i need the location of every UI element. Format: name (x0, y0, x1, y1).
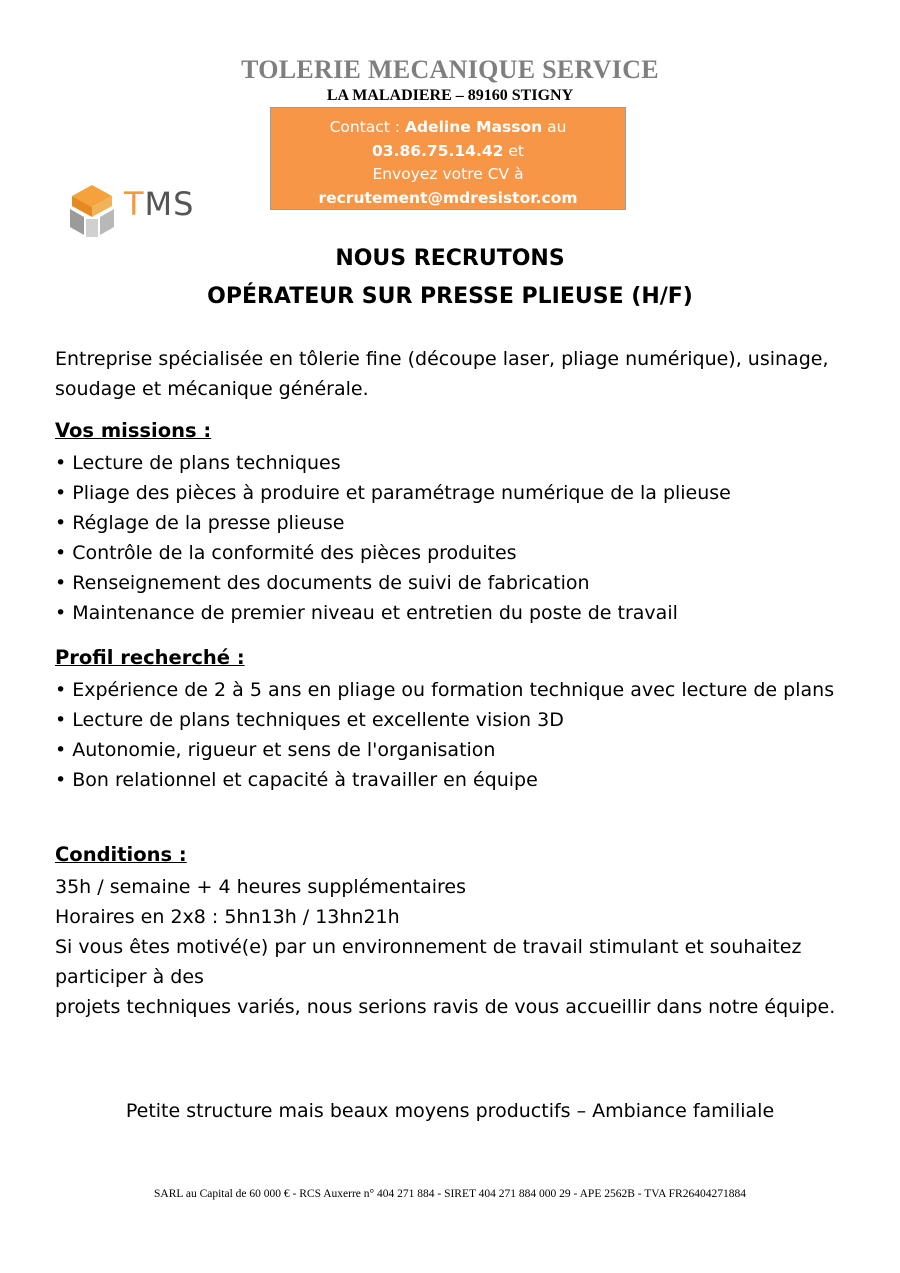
conditions-heading: Conditions : (55, 843, 187, 866)
tms-logo (66, 183, 216, 243)
conditions-motivation: Si vous êtes motivé(e) par un environnement de travail stimulant et souhaitez participer à des (55, 936, 802, 988)
contact-line-2 (271, 140, 625, 164)
cube-logo-icon (66, 183, 118, 239)
conditions-hours: 35h / semaine + 4 heures supplémentaires (55, 876, 466, 898)
legal-footer: SARL au Capital de 60 000 € - RCS Auxerre n° 404 271 884 - SIRET 404 271 884 000 29 - APE 2562B - TVA FR26404271884 (154, 1188, 746, 1200)
contact-phone[interactable]: 03.86.75.14.42 (372, 141, 504, 160)
headline-job-title: OPÉRATEUR SUR PRESSE PLIEUSE (H/F) (207, 284, 693, 309)
list-item: • Maintenance de premier niveau et entretien du poste de travail (55, 598, 845, 628)
contact-name: Adeline Masson (404, 118, 543, 136)
headline-recruiting: NOUS RECRUTONS (335, 246, 565, 271)
contact-email[interactable]: recrutement@mdresistor.com (318, 188, 578, 207)
list-item: • Autonomie, rigueur et sens de l'organisation (55, 735, 845, 765)
list-item: • Réglage de la presse plieuse (55, 508, 845, 538)
profil-list (55, 675, 845, 795)
contact-et: et (508, 141, 524, 160)
contact-au: au (547, 118, 567, 136)
contact-box (270, 107, 626, 210)
logo-text: TMS (124, 185, 195, 223)
missions-list (55, 448, 845, 628)
list-item: • Renseignement des documents de suivi de fabrication (55, 568, 845, 598)
company-name: TOLERIE MECANIQUE SERVICE (241, 55, 659, 84)
list-item: • Pliage des pièces à produire et paramétrage numérique de la plieuse (55, 478, 845, 508)
profil-heading: Profil recherché : (55, 646, 245, 669)
missions-heading: Vos missions : (55, 419, 212, 442)
list-item: • Lecture de plans techniques (55, 448, 845, 478)
conditions-schedule: Horaires en 2x8 : 5hn13h / 13hn21h (55, 906, 400, 928)
contact-line-1 (271, 116, 625, 140)
list-item: • Lecture de plans techniques et excellente vision 3D (55, 705, 845, 735)
list-item: • Expérience de 2 à 5 ans en pliage ou formation technique avec lecture de plans (55, 675, 845, 705)
list-item: • Contrôle de la conformité des pièces produites (55, 538, 845, 568)
list-item: • Bon relationnel et capacité à travailler en équipe (55, 765, 845, 795)
company-address: LA MALADIERE – 89160 STIGNY (326, 87, 574, 104)
tagline: Petite structure mais beaux moyens productifs – Ambiance familiale (125, 1100, 775, 1122)
company-intro: Entreprise spécialisée en tôlerie fine (découpe laser, pliage numérique), usinage, soudage et mécanique générale. (55, 348, 829, 400)
contact-label: Contact : (329, 118, 401, 136)
conditions-projects: projets techniques variés, nous serions ravis de vous accueillir dans notre équipe. (55, 996, 836, 1018)
contact-cv-text: Envoyez votre CV à (372, 165, 524, 183)
